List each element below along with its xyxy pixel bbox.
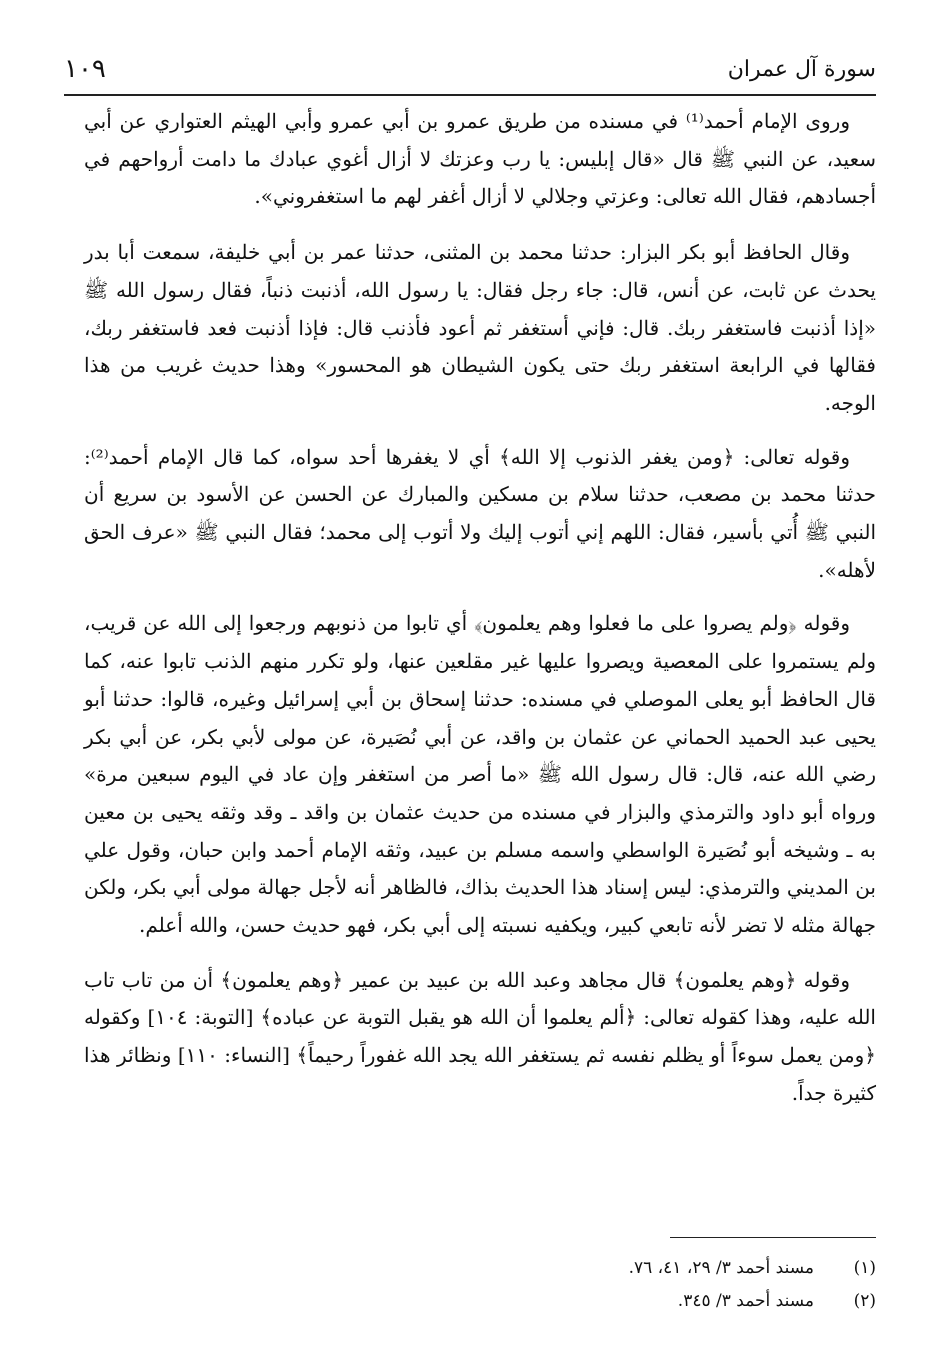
paragraph: وقوله ﴿ولم يصروا على ما فعلوا وهم يعلمون﴾ أي تابوا من ذنوبهم ورجعوا إلى الله عن قريب، ولم يستمروا على المعصية ويصروا عليها غير مقلعين عنها، ولو تكرر منهم الذنب تابوا عنه، كما قال الحافظ أبو يعلى الموصلي في مسنده: حدثنا إسحاق بن أبي إسرائيل وغيره، قالوا: حدثنا أبو يحيى عبد الحميد الحماني عن عثمان بن واقد، عن أبي نُصَيرة، عن مولى لأبي بكر، عن أبي بكر رضي الله عنه، قال: قال رسول الله ﷺ «ما أصر من استغفر وإن عاد في اليوم سبعين مرة» ورواه أبو داود والترمذي والبزار في مسنده من حديث عثمان بن واقد ـ وقد وثقه يحيى بن معين به ـ وشيخه أبو نُصَيرة الواسطي واسمه مسلم بن عبيد، وثقه الإمام أحمد وابن حبان، وقول علي بن المديني والترمذي: ليس إسناد هذا الحديث بذاك، فالظاهر أنه لأجل جهالة مولى أبي بكر، ولكن جهالة مثله لا تضر لأنه تابعي كبير، ويكفيه نسبته إلى أبي بكر، فهو حديث حسن، والله أعلم. xyxy=(84,611,877,938)
footnote-number: (٢) xyxy=(853,1291,876,1311)
footnote-item xyxy=(300,1252,876,1285)
surah-title: سورة آل عمران xyxy=(727,56,876,82)
paragraph: وروى الإمام أحمد⁽¹⁾ في مسنده من طريق عمرو بن أبي عمرو وأبي الهيثم العتواري عن أبي سعيد، عن النبي ﷺ قال «قال إبليس: يا رب وعزتك لا أزال أغوي عبادك ما دامت أرواحهم في أجسادهم، فقال الله تعالى: وعزتي وجلالي لا أزال أغفر لهم ما استغفروني». xyxy=(84,109,876,209)
footnote-item xyxy=(300,1285,876,1318)
page-body xyxy=(84,103,876,1127)
footnote-divider xyxy=(670,1237,876,1238)
footnotes xyxy=(300,1252,876,1318)
footnote-text: مسند أحمد ٣/ ٢٩، ٤١، ٧٦. xyxy=(628,1258,814,1278)
page-number: ١٠٩ xyxy=(64,54,106,84)
paragraph: وقال الحافظ أبو بكر البزار: حدثنا محمد بن المثنى، حدثنا عمر بن أبي خليفة، سمعت أبا بدر يحدث عن ثابت، عن أنس، قال: جاء رجل فقال: يا رسول الله، أذنبت ذنباً، فقال رسول الله ﷺ «إذا أذنبت فاستغفر ربك. قال: فإني أستغفر ثم أعود فأذنب قال: فإذا أذنبت فعد فاستغفر ربك، فقالها في الرابعة استغفر ربك حتى يكون الشيطان هو المحسور» وهذا حديث غريب من هذا الوجه. xyxy=(84,240,876,415)
paragraph: وقوله تعالى: ﴿ومن يغفر الذنوب إلا الله﴾ أي لا يغفرها أحد سواه، كما قال الإمام أحمد⁽²⁾: حدثنا محمد بن مصعب، حدثنا سلام بن مسكين والمبارك عن الحسن عن الأسود بن سريع أن النبي ﷺ أُتي بأسير، فقال: اللهم إني أتوب إليك ولا أتوب إلى محمد؛ فقال النبي ﷺ «عرف الحق لأهله». xyxy=(84,444,876,582)
paragraph: وقوله ﴿وهم يعلمون﴾ قال مجاهد وعبد الله بن عبيد بن عمير ﴿وهم يعلمون﴾ أن من تاب تاب الله عليه، وهذا كقوله تعالى: ﴿ألم يعلموا أن الله هو يقبل التوبة عن عباده﴾ [التوبة: ١٠٤] وكقوله ﴿ومن يعمل سوءاً أو يظلم نفسه ثم يستغفر الله يجد الله غفوراً رحيماً﴾ [النساء: ١١٠] ونظائر هذا كثيرة جداً. xyxy=(84,967,876,1105)
footnote-number: (١) xyxy=(853,1258,876,1278)
footnote-text: مسند أحمد ٣/ ٣٤٥. xyxy=(677,1291,814,1311)
page-header xyxy=(64,44,876,96)
